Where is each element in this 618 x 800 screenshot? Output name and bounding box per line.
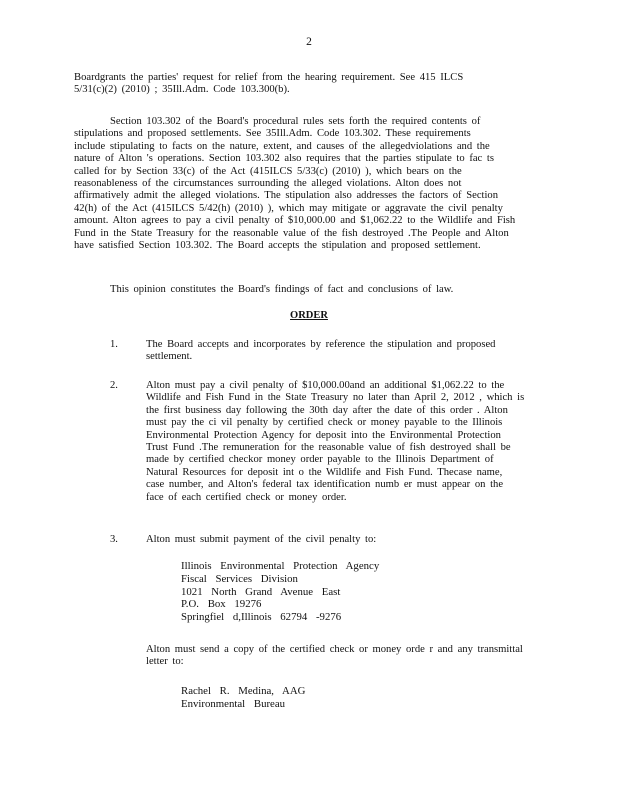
text-line: Alton must submit payment of the civil penalty to: (146, 534, 377, 545)
text-line: Boardgrants the parties' request for relief from the hearing requirement. See 415 ILCS (74, 72, 464, 83)
paragraph-1 (74, 72, 532, 97)
page-number: 2 (306, 36, 312, 48)
text-line: called for by Section 33(c) of the Act (415ILCS 5/33(c) (2010) ), which bears on the (74, 165, 462, 177)
address-illinois-epa (181, 560, 441, 624)
address-line: Springfiel d,Illinois 62794 -9276 (181, 611, 342, 624)
text-line: face of each certified check or money order. (146, 491, 347, 503)
text-line: Natural Resources for deposit int o the Wildlife and Fish Fund. Thecase name, (146, 466, 503, 478)
text-line: have satisfied Section 103.302. The Board accepts the stipulation and proposed settlement. (74, 240, 481, 252)
text-line: Alton must pay a civil penalty of $10,000.00and an additional $1,062.22 to the (146, 380, 505, 391)
address-line: P.O. Box 19276 (181, 598, 262, 611)
item-number: 3. (110, 534, 118, 545)
text-line: Section 103.302 of the Board's procedural rules sets forth the required contents of (110, 116, 481, 127)
text-line: This opinion constitutes the Board's findings of fact and conclusions of law. (110, 284, 454, 295)
item-number: 2. (110, 380, 118, 391)
text-line: Alton must send a copy of the certified check or money orde r and any transmittal (146, 644, 523, 655)
text-line: 42(h) of the Act (415ILCS 5/42(h) (2010) ), which may mitigate or aggravate the civil penalty (74, 202, 503, 214)
paragraph-2 (74, 116, 532, 252)
address-aag (181, 685, 441, 711)
text-line: reasonableness of the circumstances surrounding the alleged violations. Alton does not (74, 178, 462, 190)
text-line: amount. Alton agrees to pay a civil penalty of $10,000.00 and $1,062.22 to the Wildlife and Fish (74, 215, 516, 227)
text-line: settlement. (146, 351, 193, 363)
paragraph-3 (74, 284, 532, 296)
address-line: Illinois Environmental Protection Agency (181, 560, 380, 572)
text-line: include stipulating to facts on the nature, extent, and causes of the allegedviolations and the (74, 140, 490, 152)
text-line: Environmental Protection Agency for deposit into the Environmental Protection (146, 429, 501, 441)
text-line: case number, and Alton's federal tax identification numb er must appear on the (146, 479, 504, 491)
text-line: Wildlife and Fish Fund in the State Treasury no later than April 2, 2012 , which is (146, 392, 525, 404)
text-line: Trust Fund .The remuneration for the reasonable value of fish destroyed shall be (146, 442, 511, 454)
text-line: nature of Alton 's operations. Section 103.302 also requires that the parties stipulate to fac ts (74, 153, 494, 165)
text-line: made by certified checkor money order payable to the Illinois Department of (146, 454, 494, 466)
text-line: The Board accepts and incorporates by reference the stipulation and proposed (146, 339, 496, 350)
text-line: 5/31(c)(2) (2010) ; 35Ill.Adm. Code 103.300(b). (74, 84, 290, 96)
text-line: stipulations and proposed settlements. See 35Ill.Adm. Code 103.302. These requirements (74, 128, 471, 140)
text-line: the first business day following the 30th day after the date of this order . Alton (146, 404, 508, 416)
address-line: Rachel R. Medina, AAG (181, 685, 306, 697)
address-line: 1021 North Grand Avenue East (181, 585, 341, 598)
address-line: Fiscal Services Division (181, 572, 298, 585)
text-line: Fund in the State Treasury for the reasonable value of the fish destroyed .The People and Alton (74, 227, 509, 239)
text-line: must pay the ci vil penalty by certified check or money payable to the Illinois (146, 417, 503, 429)
order-heading: ORDER (290, 310, 328, 321)
address-line: Environmental Bureau (181, 697, 286, 710)
item-number: 1. (110, 339, 118, 350)
text-line: affirmatively admit the alleged violations. The stipulation also addresses the factors of Section (74, 190, 499, 202)
text-line: letter to: (146, 656, 184, 668)
